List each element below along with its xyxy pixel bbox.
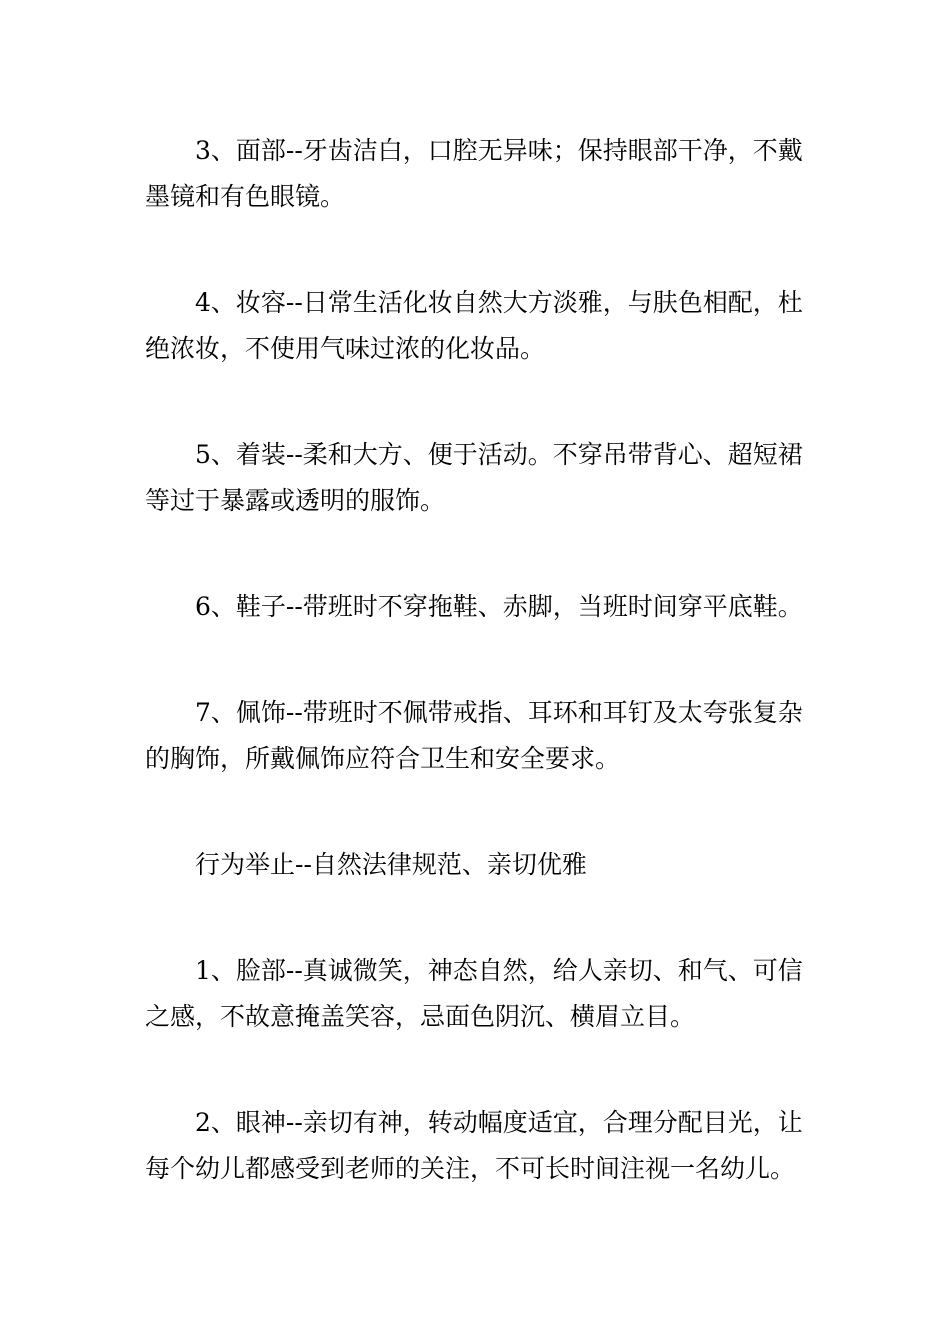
paragraph-gap	[145, 630, 810, 690]
paragraph-gap	[145, 888, 810, 948]
section-heading-behavior: 行为举止--自然法律规范、亲切优雅	[195, 850, 587, 879]
document-body	[145, 128, 810, 1192]
paragraph-eyes: 2、眼神--亲切有神，转动幅度适宜，合理分配目光，让每个幼儿都感受到老师的关注，不可长时间注视一名幼儿。	[145, 1108, 803, 1183]
paragraph-clothing: 5、着装--柔和大方、便于活动。不穿吊带背心、超短裙等过于暴露或透明的服饰。	[145, 440, 803, 515]
paragraph-makeup: 4、妆容--日常生活化妆自然大方淡雅，与肤色相配，杜绝浓妆，不使用气味过浓的化妆品。	[145, 288, 803, 363]
paragraph-gap	[145, 524, 810, 584]
paragraph-gap	[145, 782, 810, 842]
paragraph-gap	[145, 372, 810, 432]
paragraph-gap	[145, 220, 810, 280]
paragraph-accessories: 7、佩饰--带班时不佩带戒指、耳环和耳钉及太夸张复杂的胸饰，所戴佩饰应符合卫生和安全要求。	[145, 698, 803, 773]
paragraph-facial-expression: 1、脸部--真诚微笑，神态自然，给人亲切、和气、可信之感，不故意掩盖笑容，忌面色阴沉、横眉立目。	[145, 956, 803, 1031]
paragraph-shoes: 6、鞋子--带班时不穿拖鞋、赤脚，当班时间穿平底鞋。	[195, 592, 803, 621]
paragraph-gap	[145, 1040, 810, 1100]
paragraph-face: 3、面部--牙齿洁白，口腔无异味；保持眼部干净，不戴墨镜和有色眼镜。	[145, 136, 803, 211]
